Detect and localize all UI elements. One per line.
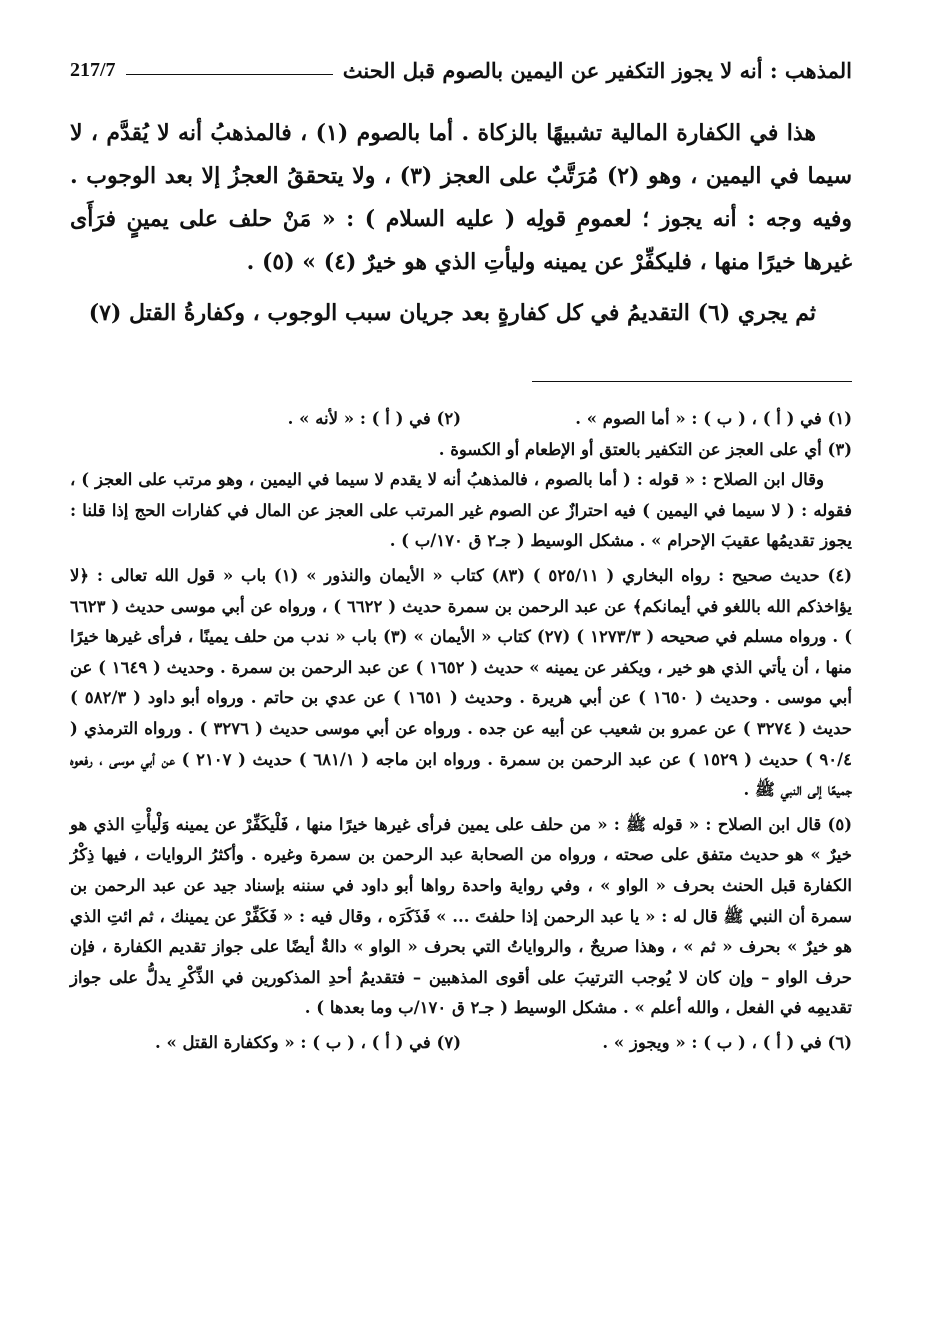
main-paragraph-1: هذا في الكفارة المالية تشبيهًا بالزكاة . أما بالصوم (١) ، فالمذهبُ أنه لا يُقدَّم ، لا سيما في اليمين ، وهو (٢) مُرَتَّبٌ على العجز (٣) ، ولا يتحققُ العجزُ إلا بعد الوجوب . وفيه وجه : أنه يجوز ؛ لعمومِ قولِه ( عليه السلام ) : « مَنْ حلف على يمينٍ فرَأَى غيرها خيرًا منها ، فليكفِّرْ عن يمينه وليأتِ الذي هو خيرٌ (٤) » (٥) . (70, 120, 853, 275)
footnotes (70, 404, 852, 1058)
footnote-2: (٢) في ( أ ) : « لأنه » . (287, 409, 461, 428)
main-paragraph-2: ثم يجري (٦) التقديمُ في كل كفارةٍ بعد جريان سبب الوجوب ، وكفارةُ القتل (٧) (88, 300, 816, 326)
running-header (70, 52, 852, 88)
footnote-5: (٥) قال ابن الصلاح : « قوله ﷺ : « من حلف على يمين فرأى غيرها خيرًا منها ، فَلْيكَفِّرْ عن يمينه وَلْيأْتِ الذي هو خيرٌ » هو حديث متفق على صحته ، ورواه من الصحابة عبد الرحمن بن سمرة وغيره . وأكثرُ الروايات ، فيها ذِكْرُ الكفارة قبل الحنث بحرف « الواو » ، وفي رواية واحدة رواها أبو داود في سننه بإسناد جيد عن عبد الرحمن بن سمرة أن النبي ﷺ قال له : « يا عبد الرحمن إذا حلفتَ ... » فَذَكَرَه ، وقال فيه : « فَكَفِّرْ عن يمينك ، ثم ائتِ الذي هو خيرٌ » بحرف « ثم » ، وهذا صريحٌ ، والرواياتُ التي بحرف « الواو » دالةٌ أيضًا على جواز تقديم الكفارة ، فإن حرف الواو – وإن كان لا يُوجب الترتيبَ على أقوى المذهبين – فتقديمُ أحدِ المذكورين في الذِّكْرِ يدلُّ على جواز تقديمِه في الفعل ، والله أعلم » . مشكل الوسيط ( جـ٢ ق ١٧٠/ب وما بعدها ) . (70, 814, 852, 1018)
page-number: 217/7 (70, 58, 116, 81)
footnote-7: (٧) في ( أ ) ، ( ب ) : « وككفارة القتل » . (154, 1032, 461, 1052)
footnote-3: (٣) أي على العجز عن التكفير بالعتق أو الإطعام أو الكسوة . (438, 439, 852, 459)
footnote-3-continuation: وقال ابن الصلاح : « قوله : ( أما بالصوم ، فالمذهبُ أنه لا يقدم لا سيما في اليمين ، وهو مرتب على العجز ) ، فقوله : ( لا سيما في اليمين ) فيه احترازٌ عن الصوم غير المرتب على العجز عن المال في كفارات الحج إذا قلنا : يجوز تقديمُها عقيبَ الإحرام » . مشكل الوسيط ( جـ٢ ق ١٧٠/ب ) . (70, 470, 852, 551)
footnote-row-6-7 (70, 1028, 852, 1059)
footnote-6: (٦) في ( أ ) ، ( ب ) : « ويجوز » . (602, 1032, 852, 1052)
footnote-row-1-2 (70, 404, 852, 435)
footnote-4: (٤) حديث صحيح : رواه البخاري ( ٥٢٥/١١ ) (٨٣) كتاب « الأيمان والنذور » (١) باب « قول الله تعالى : ﴿لا يؤاخذكم الله باللغو في أيمانكم﴾ عن عبد الرحمن بن سمرة حديث ( ٦٦٢٢ ) ، ورواه عن أبي موسى حديث ( ٦٦٢٣ ) . ورواه مسلم في صحيحه ( ١٢٧٣/٣ ) (٢٧) كتاب « الأيمان » (٣) باب « ندب من حلف يمينًا ، فرأى غيرها خيرًا منها ، أن يأتي الذي هو خير ، ويكفر عن يمينه » حديث ( ١٦٥٢ ) عن عبد الرحمن بن سمرة . وحديث ( ١٦٤٩ ) عن أبي موسى . وحديث ( ١٦٥٠ ) عن أبي هريرة . وحديث ( ١٦٥١ ) عن عدي بن حاتم . ورواه أبو داود ( ٥٨٢/٣ ) حديث ( ٣٢٧٤ ) عن عمرو بن شعيب عن أبيه عن جده . ورواه عن أبي موسى حديث ( ٣٢٧٦ ) . ورواه الترمذي ( ٩٠/٤ ) حديث ( ١٥٢٩ ) عن عبد الرحمن بن سمرة . ورواه ابن ماجه ( ٦٨١/١ ) حديث ( ٢١٠٧ ) عن أبي موسى ، رفعوه جميعًا إلى النبي ﷺ . (70, 565, 853, 800)
book-page (70, 52, 852, 1322)
header-rule (126, 74, 333, 75)
footnote-1: (١) في ( أ ) ، ( ب ) : « أما الصوم » . (575, 409, 852, 428)
header-title: المذهب : أنه لا يجوز التكفير عن اليمين بالصوم قبل الحنث (342, 57, 852, 83)
footnote-divider (532, 381, 852, 382)
main-text (70, 112, 852, 335)
